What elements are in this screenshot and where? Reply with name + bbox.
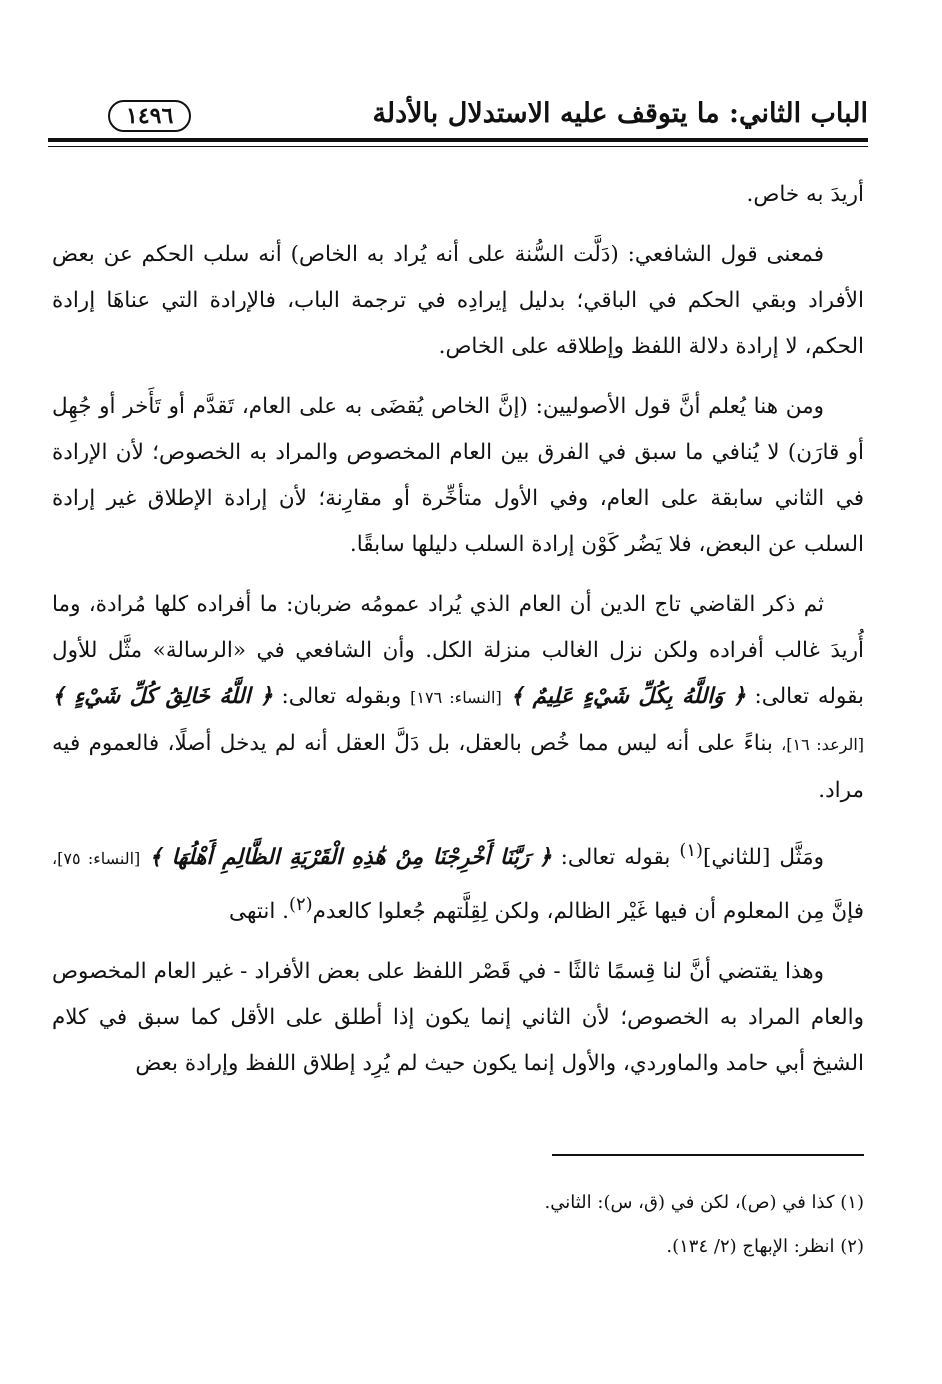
paragraph-5 xyxy=(52,828,864,935)
footnote-1: (١) كذا في (ص)، لكن في (ق، س): الثاني. xyxy=(544,1192,864,1213)
paragraph-2: فمعنى قول الشافعي: (دَلَّت السُّنة على أنه يُراد به الخاص) أنه سلب الحكم عن بعض الأفراد وبقي الحكم في الباقي؛ بدليل إيرادِه في ترجمة الباب، فالإرادة التي عناهَا إرادة الحكم، لا إرادة دلالة اللفظ وإطلاقه على الخاص. xyxy=(52,242,864,359)
verse-reference-2: [الرعد: ١٦]، xyxy=(781,735,865,754)
header-rule-thin xyxy=(48,146,868,147)
paragraph-5-text-c: فإنَّ مِن المعلوم أن فيها غَيْر الظالم، ولكن لِقِلَّتهم جُعلوا كالعدم xyxy=(312,899,864,925)
verse-reference-1: [النساء: ١٧٦] xyxy=(410,688,502,707)
header-rule-thick xyxy=(48,138,868,142)
paragraph-1: أريدَ به خاص. xyxy=(746,182,864,207)
paragraph-4-text-c: بناءً على أنه ليس مما خُص بالعقل، بل دَلَّ العقل أنه لم يدخل أصلًا، فالعموم فيه مراد. xyxy=(52,731,864,803)
quran-verse-3: ﴿ رَبَّنَا أَخْرِجْنَا مِنْ هَٰذِهِ الْقَرْيَةِ الظَّالِمِ أَهْلُهَا ﴾ xyxy=(149,845,552,871)
paragraph-3: ومن هنا يُعلم أنَّ قول الأصوليين: (إنَّ الخاص يُقضَى به على العام، تَقدَّم أو تَأَخر أو جُهِل أو قارَن) لا يُنافي ما سبق في الفرق بين العام المخصوص والمراد به الخصوص؛ لأن الإرادة في الثاني سابقة على العام، وفي الأول متأخِّرة أو مقارِنة؛ لأن إرادة الإطلاق غير إرادة السلب عن البعض، فلا يَضُر كَوْن إرادة السلب دليلها سابقًا. xyxy=(52,394,864,557)
paragraph-4 xyxy=(52,582,864,814)
paragraph-6: وهذا يقتضي أنَّ لنا قِسمًا ثالثًا - في قَصْر اللفظ على بعض الأفراد - غير العام المخصوص والعام المراد به الخصوص؛ لأن الثاني إنما يكون إذا أطلق على الأقل كما سبق في كلام الشيخ أبي حامد والماوردي، والأول إنما يكون حيث لم يُرِد إطلاق اللفظ وإرادة بعض xyxy=(52,959,864,1077)
quran-verse-2: ﴿ اللَّهُ خَالِقُ كُلِّ شَيْءٍ ﴾ xyxy=(52,684,273,709)
paragraph-5-text-d: . انتهى xyxy=(229,899,289,925)
verse-reference-3: [النساء: ٧٥]، xyxy=(52,849,141,869)
page-number: ١٤٩٦ xyxy=(108,100,191,132)
chapter-title: الباب الثاني: ما يتوقف عليه الاستدلال بالأدلة xyxy=(372,98,868,129)
footnote-marker-1: (١) xyxy=(679,840,703,861)
footnote-marker-2: (٢) xyxy=(288,894,313,916)
page-header xyxy=(48,92,868,136)
paragraph-5-text-a: ومَثَّل [للثاني] xyxy=(702,845,825,871)
footnote-separator xyxy=(552,1154,864,1156)
footnote-2: (٢) انظر: الإبهاج (٢/ ١٣٤). xyxy=(666,1236,864,1257)
paragraph-4-text-b: وبقوله تعالى: xyxy=(281,684,402,709)
quran-verse-1: ﴿ وَاللَّهُ بِكُلِّ شَيْءٍ عَلِيمٌ ﴾ xyxy=(510,684,746,709)
footnotes xyxy=(84,1186,864,1274)
paragraph-5-text-b: بقوله تعالى: xyxy=(560,845,671,871)
main-text xyxy=(52,172,864,1101)
paragraph-4-text-a: ثم ذكر القاضي تاج الدين أن العام الذي يُراد عمومُه ضربان: ما أفراده كلها مُرادة، وما أُريدَ غالب أفراده ولكن نزل الغالب منزلة الكل. وأن الشافعي في «الرسالة» مثَّل للأول بقوله تعالى: xyxy=(52,592,864,709)
